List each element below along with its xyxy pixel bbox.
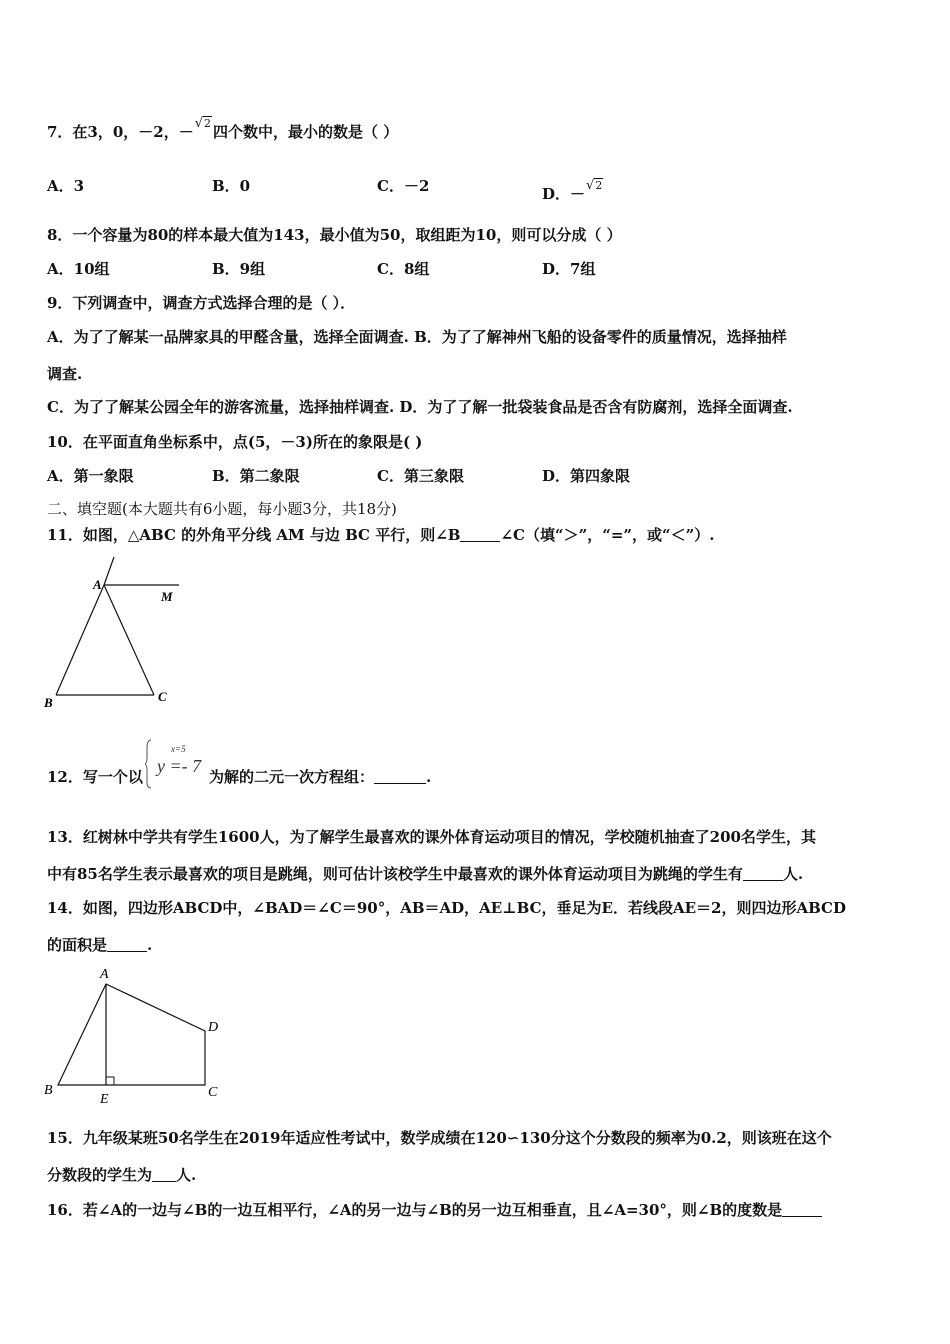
- q12-stem-pre: 12．写一个以: [47, 768, 143, 786]
- q10-option-b: B．第二象限: [212, 467, 300, 485]
- q15-answer-blank[interactable]: [152, 1167, 176, 1182]
- q7-sqrt: √2: [194, 116, 212, 131]
- q7-option-c: C．－2: [377, 177, 430, 195]
- q7-stem-post: 四个数中，最小的数是（ ）: [213, 123, 399, 141]
- q15-line1: 15．九年级某班50名学生在2019年适应性考试中，数学成绩在120∽130分这个分数段的频率为0.2，则该班在这个: [47, 1129, 832, 1147]
- q8-stem: 8．一个容量为80的样本最大值为143，最小值为50，取组距为10，则可以分成（ ）: [47, 226, 622, 244]
- q8-option-b: B．9组: [212, 260, 266, 278]
- q7-option-d: D．－√2: [542, 178, 603, 203]
- q11-answer-blank[interactable]: [460, 527, 500, 542]
- q14-line1: 14．如图，四边形ABCD中，∠BAD＝∠C＝90°，AB＝AD，AE⊥BC，垂足为E．若线段AE＝2，则四边形ABCD: [47, 899, 847, 917]
- section-heading: 二、填空题(本大题共有6小题，每小题3分，共18分): [47, 500, 397, 518]
- q11-label-a: A: [93, 577, 102, 592]
- q11-figure: [40, 555, 200, 715]
- q12-eq-bottom: y =- 7: [157, 756, 202, 776]
- q14-label-d: D: [208, 1020, 219, 1035]
- q11-label-m: M: [161, 589, 173, 604]
- q9-option-a-b: A．为了了解某一品牌家具的甲醛含量，选择全面调查. B．为了了解神州飞船的设备零件的质量情况，选择抽样: [47, 328, 787, 346]
- q14-answer-blank[interactable]: [107, 937, 147, 952]
- q14-figure: [38, 960, 228, 1110]
- q12-eq-top: x=5: [171, 744, 186, 754]
- q12-equation-system: [145, 738, 209, 790]
- q13-line2: 中有85名学生表示最喜欢的项目是跳绳，则可估计该校学生中最喜欢的课外体育运动项目为跳绳的学生有 人.: [47, 865, 804, 883]
- q8-option-c: C．8组: [377, 260, 430, 278]
- q13-line1: 13．红树林中学共有学生1600人，为了解学生最喜欢的课外体育运动项目的情况，学校随机抽查了200名学生，其: [47, 828, 816, 846]
- q10-option-c: C．第三象限: [377, 467, 464, 485]
- q10-stem: 10．在平面直角坐标系中，点(5，－3)所在的象限是( ): [47, 433, 423, 451]
- q16-answer-blank[interactable]: [782, 1202, 822, 1217]
- q14-label-b: B: [44, 1083, 53, 1098]
- q11-label-c: C: [158, 689, 167, 704]
- q11-stem: 11．如图，△ABC 的外角平分线 AM 与边 BC 平行，则∠B ∠C（填“＞”，“=”，或“＜”）.: [47, 526, 715, 544]
- q7-option-d-sqrt: √2: [586, 178, 603, 193]
- q15-line2: 分数段的学生为 人.: [47, 1166, 197, 1184]
- q13-answer-blank[interactable]: [743, 866, 783, 881]
- q7-option-b: B．0: [212, 177, 251, 195]
- q14-label-e: E: [100, 1092, 109, 1107]
- q8-option-d: D．7组: [542, 260, 596, 278]
- q12-stem-post: 为解的二元一次方程组： .: [209, 768, 432, 786]
- q7-option-a: A．3: [47, 177, 85, 195]
- q9-stem: 9．下列调查中，调查方式选择合理的是（ ）．: [47, 294, 356, 312]
- q14-line2: 的面积是 .: [47, 936, 153, 954]
- q10-option-d: D．第四象限: [542, 467, 631, 485]
- q12-answer-blank[interactable]: [374, 769, 426, 784]
- q9-option-c-d: C．为了了解某公园全年的游客流量，选择抽样调查. D．为了了解一批袋装食品是否含有防腐剂，选择全面调查.: [47, 398, 793, 416]
- q14-label-a: A: [100, 967, 109, 982]
- q7-stem-pre: 7．在3，0，－2，－: [47, 123, 194, 141]
- q10-option-a: A．第一象限: [47, 467, 134, 485]
- q11-label-b: B: [44, 695, 53, 710]
- q8-option-a: A．10组: [47, 260, 110, 278]
- q7-stem: [47, 114, 398, 142]
- q14-label-c: C: [208, 1085, 218, 1100]
- q9-option-b-cont: 调查.: [47, 365, 83, 383]
- q16-stem: 16．若∠A的一边与∠B的一边互相平行，∠A的另一边与∠B的另一边互相垂直，且∠A=30°，则∠B的度数是: [47, 1200, 822, 1220]
